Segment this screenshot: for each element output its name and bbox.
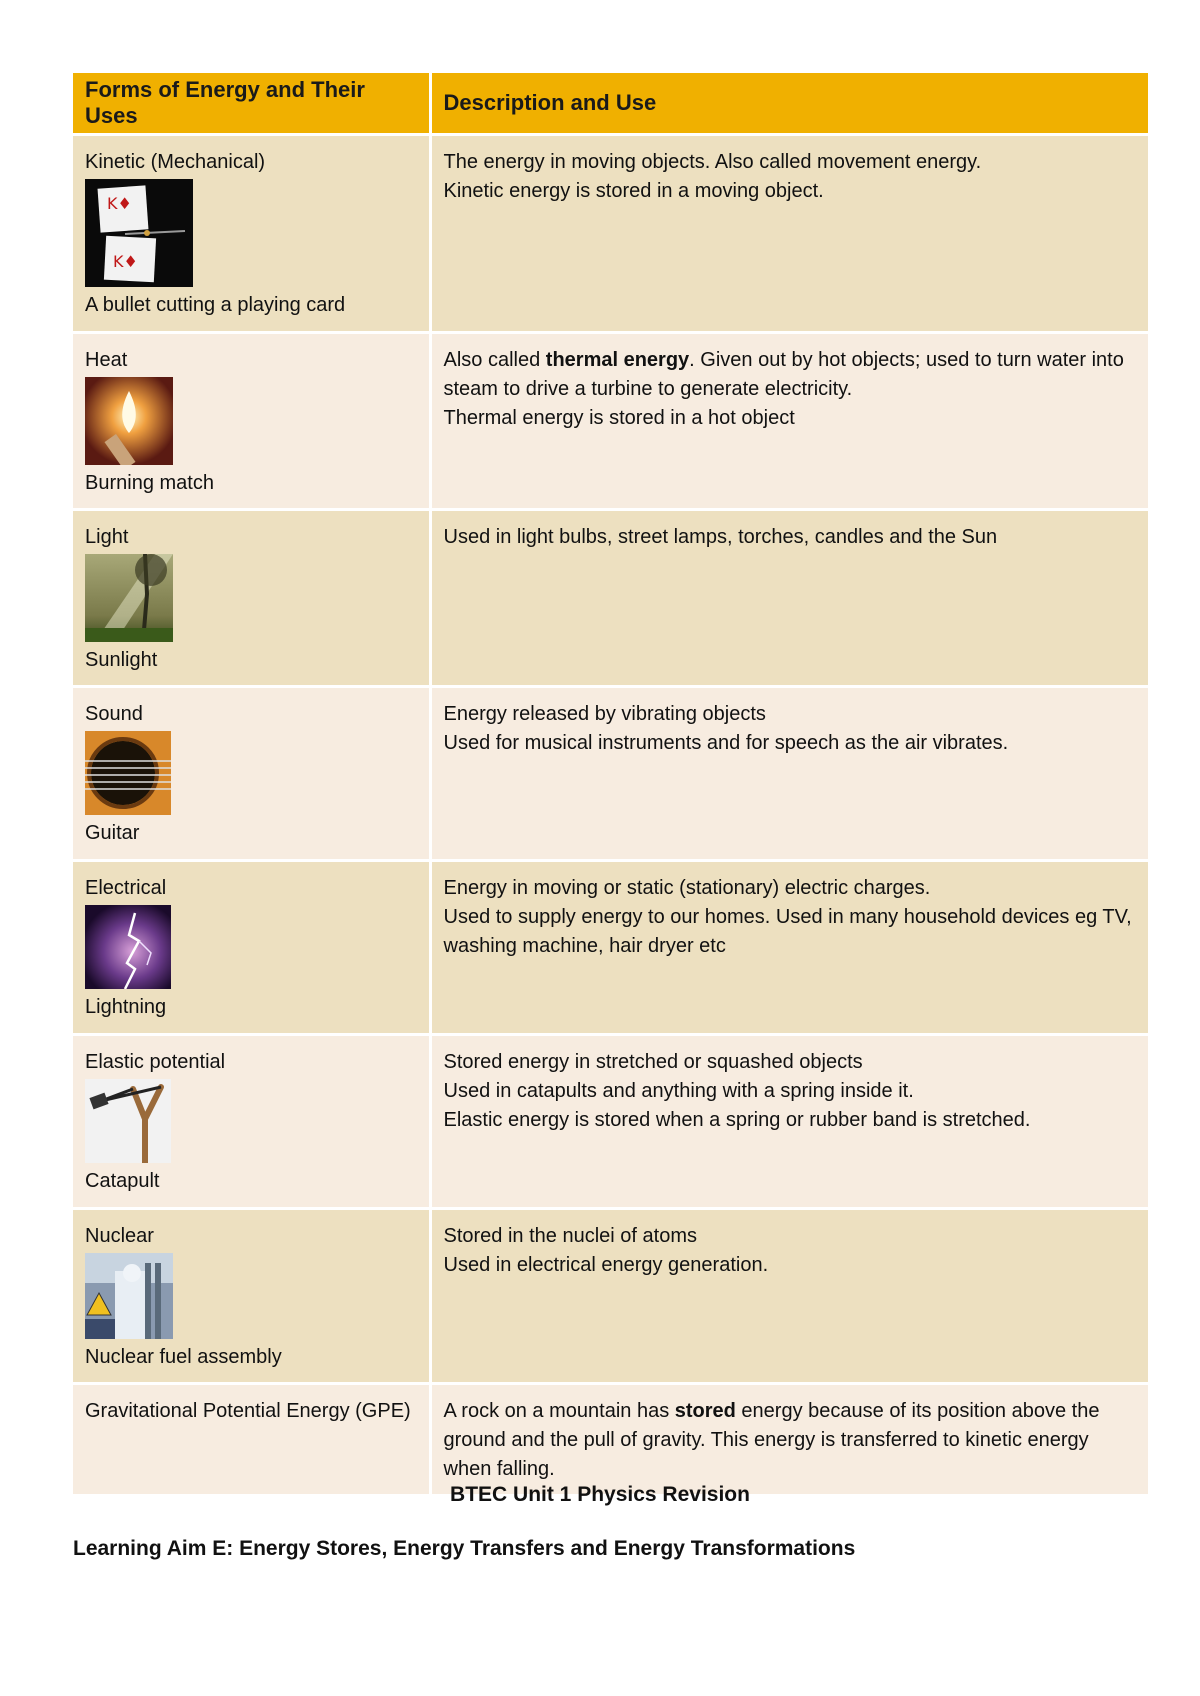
form-name: Heat [85,349,128,371]
form-name: Gravitational Potential Energy (GPE) [85,1400,411,1422]
description-line: Used in catapults and anything with a spring inside it. [443,1080,914,1102]
energy-forms-table [73,73,1148,1497]
image-caption: Lightning [85,996,167,1018]
form-cell [73,861,430,1035]
document-title: BTEC Unit 1 Physics Revision [450,1483,750,1506]
description-text: . Given out by hot objects; used to turn water into steam to drive a turbine to generate electricity. [443,349,1124,400]
form-cell [73,1035,430,1209]
description-cell [430,333,1148,510]
form-name: Nuclear [85,1225,154,1247]
form-name: Kinetic (Mechanical) [85,151,266,173]
description-line [444,1397,1137,1484]
form-cell [73,333,430,510]
description-cell [430,1209,1148,1384]
column-header-forms: Forms of Energy and Their Uses [73,73,430,135]
description-line: Used in electrical energy generation. [443,1254,769,1276]
image-caption: Sunlight [85,649,158,671]
description-line: Used for musical instruments and for speech as the air vibrates. [443,732,1009,754]
burning-match-image [85,377,173,465]
form-cell [73,1209,430,1384]
description-line: Stored energy in stretched or squashed objects [443,1051,863,1073]
form-cell [73,510,430,687]
form-name: Elastic potential [85,1051,226,1073]
form-cell [73,687,430,861]
catapult-image [85,1079,171,1163]
table-row-elastic-potential [73,1035,1148,1209]
description-text: energy because of its position above the ground and the pull of gravity. This energy is transferred to kinetic energy when falling. [443,1400,1100,1480]
description-cell [430,1384,1148,1496]
table-row-nuclear [73,1209,1148,1384]
description-line: Energy in moving or static (stationary) electric charges. [443,877,931,899]
form-name: Sound [85,703,143,725]
nuclear-fuel-assembly-image [85,1253,173,1339]
description-line: Stored in the nuclei of atoms [443,1225,697,1247]
description-line [444,346,1137,404]
image-caption: Guitar [85,822,140,844]
description-cell [430,687,1148,861]
description-text: A rock on a mountain has [443,1400,675,1422]
table-row-heat [73,333,1148,510]
column-header-description: Description and Use [430,73,1148,135]
description-cell [430,135,1148,333]
image-caption: Burning match [85,472,214,494]
table-row-sound [73,687,1148,861]
table-row-electrical [73,861,1148,1035]
description-cell [430,861,1148,1035]
form-name: Electrical [85,877,167,899]
description-line: Thermal energy is stored in a hot object [443,407,795,429]
learning-aim-heading: Learning Aim E: Energy Stores, Energy Transfers and Energy Transformations [73,1537,856,1560]
description-cell [430,510,1148,687]
image-caption: Nuclear fuel assembly [85,1346,282,1368]
lightning-image [85,905,171,989]
table-row-gpe [73,1384,1148,1496]
image-caption: Catapult [85,1170,160,1192]
image-caption: A bullet cutting a playing card [85,294,346,316]
description-text: Also called [443,349,546,371]
svg-text:K♦: K♦ [107,194,132,213]
form-cell [73,135,430,333]
description-cell [430,1035,1148,1209]
table-row-light [73,510,1148,687]
description-line: Energy released by vibrating objects [443,703,766,725]
description-line: Elastic energy is stored when a spring or rubber band is stretched. [443,1109,1031,1131]
description-line: The energy in moving objects. Also called movement energy. [443,151,982,173]
table-header-row [73,73,1148,135]
table-row-kinetic [73,135,1148,333]
playing-card-bullet-image [85,179,193,287]
description-line: Used to supply energy to our homes. Used in many household devices eg TV, washing machine, hair dryer etc [443,906,1132,957]
form-cell [73,1384,430,1496]
description-emphasis: stored [674,1400,736,1422]
form-name: Light [85,526,129,548]
guitar-image [85,731,171,815]
description-emphasis: thermal energy [545,349,690,371]
svg-text:K♦: K♦ [113,252,138,271]
description-line: Used in light bulbs, street lamps, torches, candles and the Sun [443,526,998,548]
sunlight-image [85,554,173,642]
description-line: Kinetic energy is stored in a moving object. [443,180,824,202]
